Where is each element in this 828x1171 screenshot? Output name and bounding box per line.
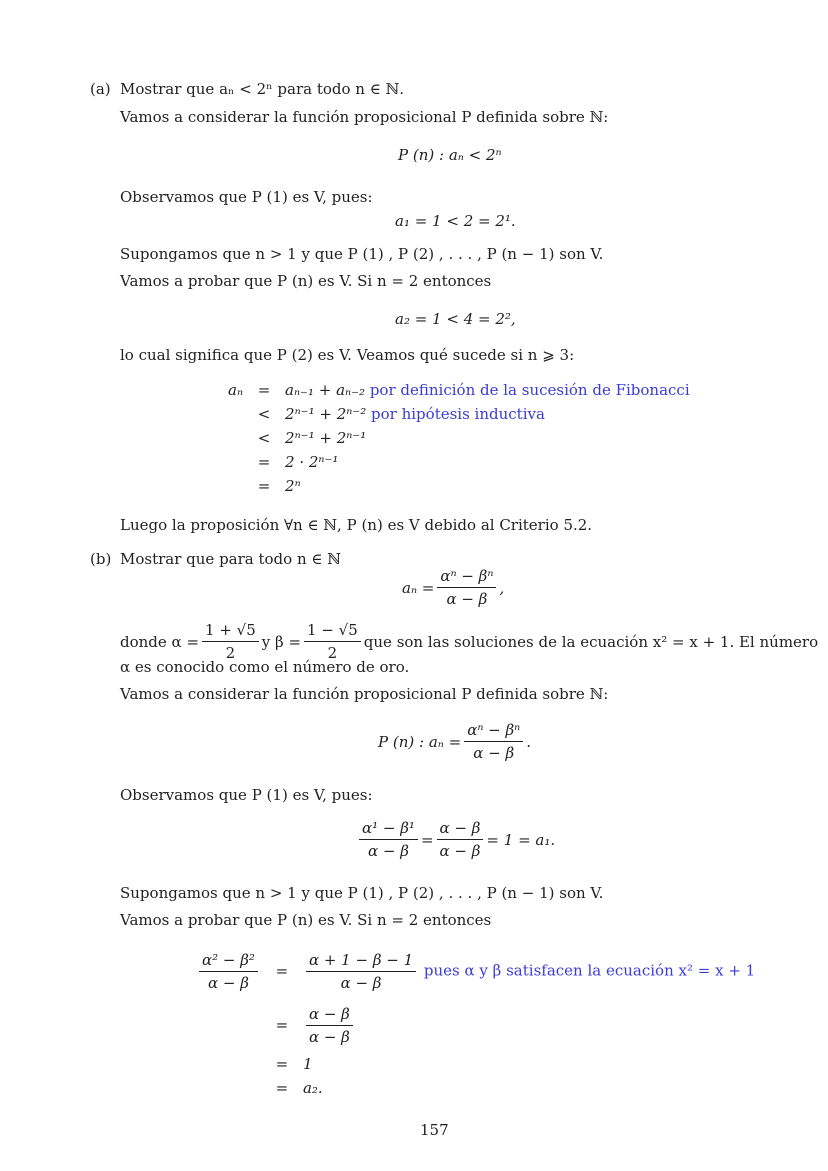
fraction-denominator: α − β bbox=[208, 973, 249, 992]
derivation-note: por definición de la sucesión de Fibonacci bbox=[369, 381, 690, 399]
base-fraction-1 bbox=[359, 818, 418, 861]
fraction-denominator: 2 bbox=[225, 644, 236, 662]
fraction-denominator: α − β bbox=[308, 1027, 350, 1046]
derivation-lhs: aₙ bbox=[228, 381, 244, 399]
derivation-lhs bbox=[222, 426, 249, 450]
donde-text: donde α = bbox=[120, 632, 200, 651]
derivation-row bbox=[190, 1052, 761, 1076]
fraction-denominator: α − β bbox=[368, 842, 409, 860]
derivation-rhs: 2 · 2ⁿ⁻¹ bbox=[285, 453, 339, 471]
derivation-lhs bbox=[222, 474, 249, 498]
fraction-numerator: α − β bbox=[437, 818, 484, 840]
derivation-relation: = bbox=[275, 1055, 289, 1073]
derivation-row bbox=[222, 426, 696, 450]
derivation-relation: < bbox=[257, 405, 271, 423]
formula-lhs: aₙ = bbox=[402, 578, 435, 597]
derivation-row bbox=[190, 944, 761, 998]
golden-number-text: α es conocido como el número de oro. bbox=[120, 658, 410, 676]
fraction-numerator: α² − β² bbox=[199, 950, 258, 972]
derivation-row bbox=[190, 1076, 761, 1100]
derivation-rhs-fraction bbox=[306, 1004, 353, 1047]
derivation-relation: = bbox=[275, 1079, 289, 1097]
part-b-proposition bbox=[378, 720, 531, 763]
fraction-denominator: α − β bbox=[446, 590, 488, 608]
y-beta-text: y β = bbox=[261, 632, 302, 651]
derivation-rhs: 1 bbox=[302, 1055, 313, 1073]
fraction-denominator: α − β bbox=[340, 973, 382, 992]
derivation-relation: = bbox=[275, 962, 289, 980]
fraction-numerator: αⁿ − βⁿ bbox=[437, 566, 496, 588]
part-b-derivation bbox=[190, 944, 761, 1100]
part-b-statement: Mostrar que para todo n ∈ ℕ bbox=[120, 550, 341, 568]
part-b-definitions bbox=[120, 620, 818, 663]
derivation-relation: < bbox=[257, 429, 271, 447]
fraction-numerator: α + 1 − β − 1 bbox=[306, 950, 416, 972]
fraction-numerator: αⁿ − βⁿ bbox=[464, 720, 523, 742]
fraction-denominator: 2 bbox=[327, 644, 338, 662]
part-b-hypothesis: Supongamos que n > 1 y que P (1) , P (2) , . . . , P (n − 1) son V. bbox=[120, 884, 604, 902]
derivation-rhs: 2ⁿ⁻¹ + 2ⁿ⁻¹ bbox=[285, 429, 367, 447]
part-a-statement: Mostrar que aₙ < 2ⁿ para todo n ∈ ℕ. bbox=[120, 80, 405, 98]
part-a-case2-conclusion: lo cual significa que P (2) es V. Veamos qué sucede si n ⩾ 3: bbox=[120, 346, 575, 364]
derivation-row bbox=[222, 402, 696, 426]
derivation-row bbox=[222, 450, 696, 474]
derivation-rhs: a₂. bbox=[302, 1079, 323, 1097]
derivation-lhs bbox=[222, 450, 249, 474]
fraction-numerator: α¹ − β¹ bbox=[359, 818, 418, 840]
derivation-lhs-fraction bbox=[199, 950, 258, 993]
part-b-intro: Vamos a considerar la función proposicional P definida sobre ℕ: bbox=[120, 685, 609, 703]
part-b-base-equation bbox=[356, 818, 555, 861]
derivation-rhs: aₙ₋₁ + aₙ₋₂ bbox=[285, 381, 366, 399]
fraction-denominator: α − β bbox=[439, 842, 481, 860]
proposition-end: . bbox=[526, 732, 532, 751]
proposition-lhs: P (n) : aₙ = bbox=[378, 732, 462, 751]
derivation-note: pues α y β satisfacen la ecuación x² = x + 1 bbox=[423, 961, 756, 979]
part-a-goal: Vamos a probar que P (n) es V. Si n = 2 entonces bbox=[120, 272, 492, 290]
solutions-text: que son las soluciones de la ecuación x² = x + 1. El número bbox=[363, 632, 819, 651]
part-a-case2-equation: a₂ = 1 < 4 = 2², bbox=[395, 310, 516, 328]
base-equation-end: = 1 = a₁. bbox=[486, 830, 556, 849]
part-a-derivation bbox=[222, 378, 696, 498]
part-a-base-equation: a₁ = 1 < 2 = 2¹. bbox=[395, 212, 516, 230]
derivation-lhs bbox=[222, 402, 249, 426]
base-fraction-2 bbox=[437, 818, 484, 861]
derivation-rhs: 2ⁿ bbox=[285, 477, 301, 495]
derivation-relation: = bbox=[275, 1016, 289, 1034]
derivation-relation: = bbox=[257, 381, 271, 399]
fraction-numerator: 1 + √5 bbox=[202, 620, 259, 642]
beta-fraction bbox=[304, 620, 361, 663]
part-a-proposition: P (n) : aₙ < 2ⁿ bbox=[398, 146, 502, 164]
derivation-relation: = bbox=[257, 477, 271, 495]
formula-end: , bbox=[499, 578, 505, 597]
proposition-fraction bbox=[464, 720, 523, 763]
fraction-numerator: 1 − √5 bbox=[304, 620, 361, 642]
part-b-goal: Vamos a probar que P (n) es V. Si n = 2 entonces bbox=[120, 911, 492, 929]
part-a-label: (a) bbox=[90, 80, 111, 98]
equals-sign: = bbox=[420, 830, 434, 849]
part-b-formula bbox=[402, 566, 504, 609]
part-a-conclusion: Luego la proposición ∀n ∈ ℕ, P (n) es V debido al Criterio 5.2. bbox=[120, 516, 593, 534]
derivation-rhs: 2ⁿ⁻¹ + 2ⁿ⁻² bbox=[285, 405, 367, 423]
derivation-row bbox=[190, 998, 761, 1052]
fraction-denominator: α − β bbox=[473, 744, 515, 762]
derivation-relation: = bbox=[257, 453, 271, 471]
derivation-rhs-fraction bbox=[306, 950, 416, 993]
page-number: 157 bbox=[420, 1121, 449, 1139]
derivation-row bbox=[222, 378, 696, 402]
part-a-hypothesis: Supongamos que n > 1 y que P (1) , P (2) , . . . , P (n − 1) son V. bbox=[120, 245, 604, 263]
part-b-base-intro: Observamos que P (1) es V, pues: bbox=[120, 786, 373, 804]
part-a-intro: Vamos a considerar la función proposicional P definida sobre ℕ: bbox=[120, 108, 609, 126]
alpha-fraction bbox=[202, 620, 259, 663]
fraction-numerator: α − β bbox=[306, 1004, 353, 1026]
part-a-base-intro: Observamos que P (1) es V, pues: bbox=[120, 188, 373, 206]
part-b-label: (b) bbox=[90, 550, 112, 568]
formula-fraction bbox=[437, 566, 496, 609]
derivation-note: por hipótesis inductiva bbox=[371, 405, 545, 423]
derivation-row bbox=[222, 474, 696, 498]
